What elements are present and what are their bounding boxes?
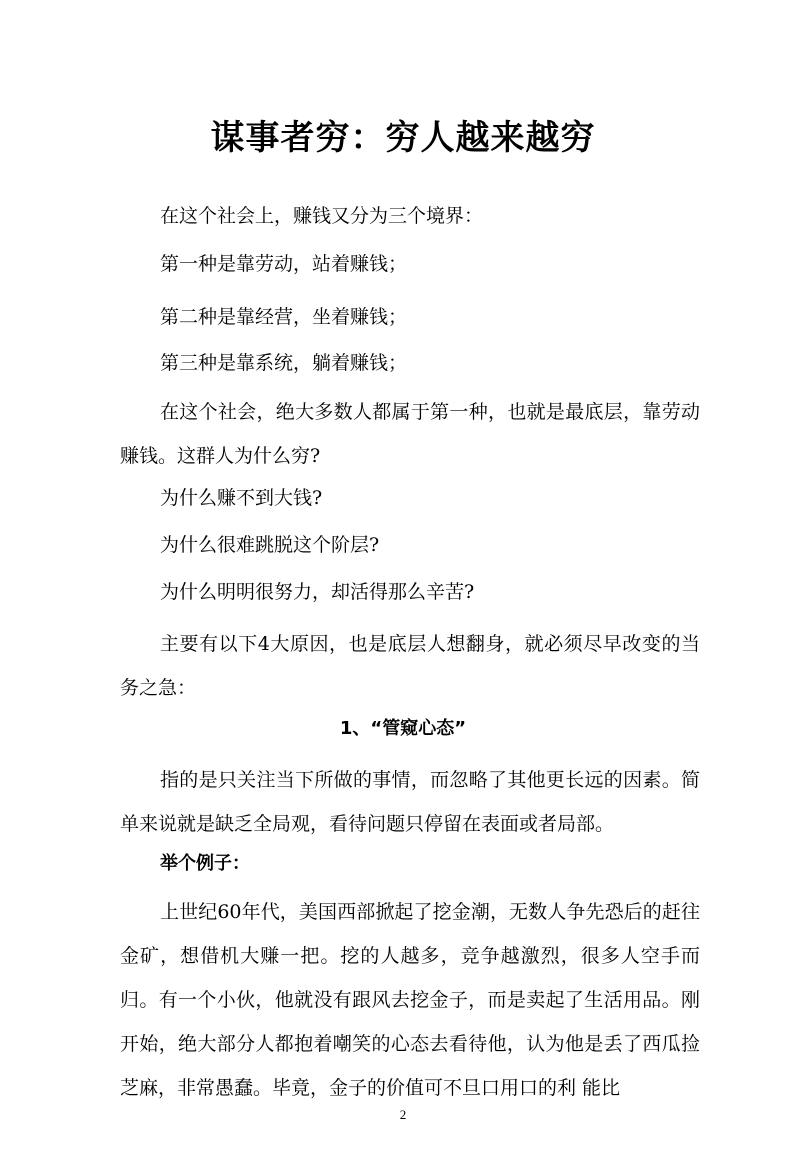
example-label: 举个例子： [160,853,250,874]
document-title: 谋事者穷：穷人越来越穷 [210,118,596,158]
paragraph-intro: 在这个社会上，赚钱又分为三个境界： [160,205,484,227]
paragraph-question-one: 为什么赚不到大钱? [160,487,323,509]
page-number: 2 [399,1107,407,1122]
paragraph-level-two: 第二种是靠经营，坐着赚钱； [160,306,408,328]
paragraph-level-three: 第三种是靠系统，躺着赚钱； [160,352,408,374]
paragraph-section-definition: 指的是只关注当下所做的事情，而忽略了其他更长远的因素。简单来说就是缺乏全局观，看待问题只停留在表面或者局部。 [120,769,700,835]
paragraph-majority: 在这个社会，绝大多数人都属于第一种，也就是最底层，靠劳动赚钱。这群人为什么穷? [120,401,700,467]
section-heading: 1、“管窥心态” [339,718,467,739]
paragraph-example: 上世纪60年代，美国西部掀起了挖金潮，无数人争先恐后的赶往金矿，想借机大赚一把。挖的人越多，竞争越激烈，很多人空手而归。有一个小伙，他就没有跟风去挖金子，而是卖起了生活用品。刚开始，绝大部分人都抱着嘲笑的心态去看待他，认为他是丢了西瓜捡芝麻，非常愚蠢。毕竟，金子的价值可不旦口用口的利 能比 [120,901,700,1099]
paragraph-level-one: 第一种是靠劳动，站着赚钱； [160,253,408,275]
paragraph-question-two: 为什么很难跳脱这个阶层? [160,534,380,556]
paragraph-main-reasons: 主要有以下4大原因，也是底层人想翻身，就必须尽早改变的当务之急： [120,633,700,699]
paragraph-question-three: 为什么明明很努力，却活得那么辛苦? [160,581,475,603]
